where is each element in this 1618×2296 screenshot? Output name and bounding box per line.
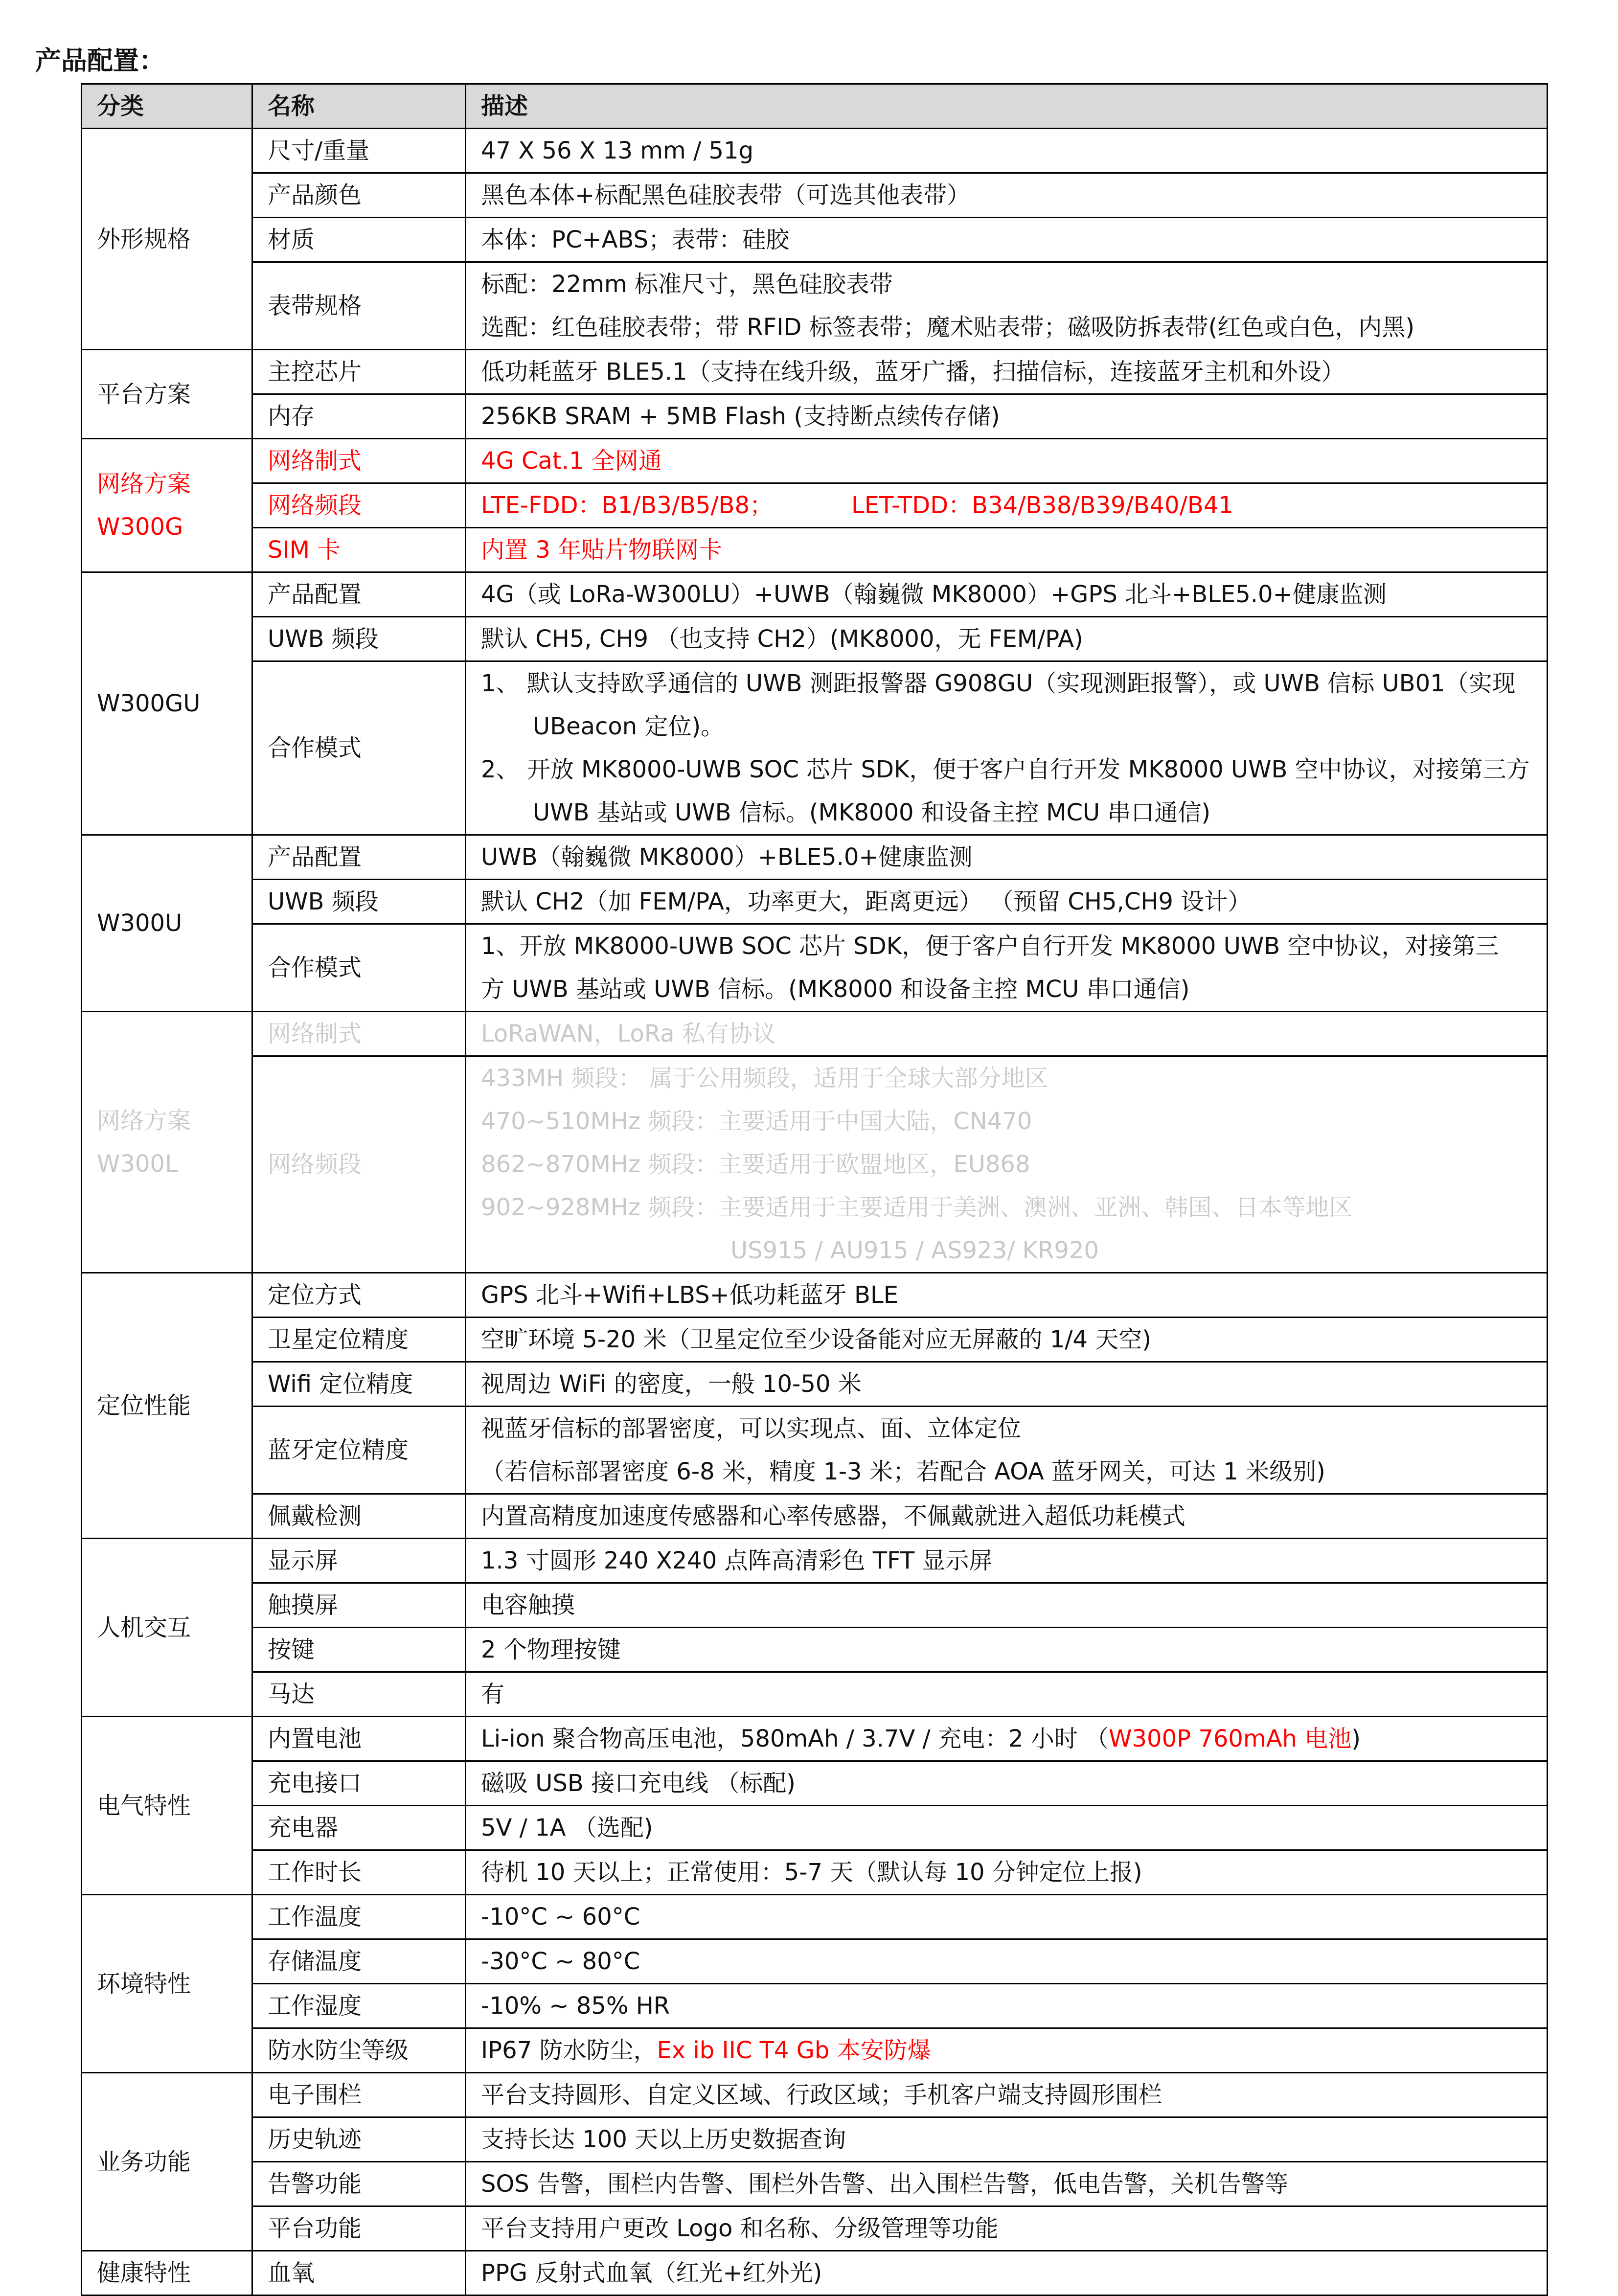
item-name: 定位方式 [252,1273,466,1318]
item-desc: 平台支持用户更改 Logo 和名称、分级管理等功能 [466,2206,1548,2251]
item-desc [466,661,1548,835]
desc-line: 1、 默认支持欧孚通信的 UWB 测距报警器 G908GU（实现测距报警），或 UWB 信标 UB01（实现 UBeacon 定位)。 [481,670,1516,740]
table-row [82,1362,1548,1407]
item-name: 充电器 [252,1806,466,1850]
item-name: 工作时长 [252,1850,466,1895]
table-row [82,617,1548,661]
item-desc: 47 X 56 X 13 mm / 51g [466,129,1548,173]
table-row [82,1494,1548,1539]
item-name: 充电接口 [252,1761,466,1806]
item-desc: 电容触摸 [466,1583,1548,1628]
item-name: 卫星定位精度 [252,1318,466,1362]
table-row [82,2162,1548,2206]
spec-table [81,83,1548,2296]
table-row [82,1273,1548,1318]
table-row [82,483,1548,528]
item-desc [466,1056,1548,1273]
desc-line: 2、 开放 MK8000-UWB SOC 芯片 SDK，便于客户自行开发 MK8000 UWB 空中协议，对接第三方 UWB 基站或 UWB 信标。(MK8000 和设备主控 MCU 串口通信) [481,756,1530,826]
item-name: 历史轨迹 [252,2117,466,2162]
desc-line: US915 / AU915 / AS923/ KR920 [730,1237,1099,1264]
item-name: 存储温度 [252,1939,466,1984]
item-name: 网络制式 [252,1012,466,1056]
item-name: 工作温度 [252,1895,466,1939]
desc-line: 433MH 频段： 属于公用频段，适用于全球大部分地区 [481,1065,1048,1092]
item-name: 产品配置 [252,835,466,880]
header-name: 名称 [252,84,466,129]
item-name: 内存 [252,394,466,439]
item-name: 材质 [252,218,466,262]
item-desc: 256KB SRAM + 5MB Flash (支持断点续传存储) [466,394,1548,439]
table-row [82,1761,1548,1806]
table-row [82,1806,1548,1850]
item-name: 按键 [252,1628,466,1672]
ip-rating: IP67 防水防尘， [481,2037,657,2064]
header-description: 描述 [466,84,1548,129]
item-name: 合作模式 [252,924,466,1012]
item-name: 网络频段 [252,483,466,528]
table-row [82,2117,1548,2162]
desc-line: 470~510MHz 频段：主要适用于中国大陆，CN470 [481,1108,1032,1135]
item-desc: LoRaWAN，LoRa 私有协议 [466,1012,1548,1056]
item-desc: SOS 告警，围栏内告警、围栏外告警、出入围栏告警，低电告警，关机告警等 [466,2162,1548,2206]
category-line: 网络方案 [97,1107,191,1135]
table-row [82,2251,1548,2296]
item-name: 电子围栏 [252,2073,466,2117]
item-desc: 默认 CH5, CH9 （也支持 CH2）(MK8000，无 FEM/PA) [466,617,1548,661]
item-desc [466,483,1548,528]
item-desc: 待机 10 天以上；正常使用：5-7 天（默认每 10 分钟定位上报) [466,1850,1548,1895]
category-line: W300G [97,513,183,541]
item-name: 显示屏 [252,1539,466,1583]
item-desc: 1.3 寸圆形 240 X240 点阵高清彩色 TFT 显示屏 [466,1539,1548,1583]
category-cell: 电气特性 [82,1717,252,1895]
item-name: 主控芯片 [252,350,466,394]
item-desc: 低功耗蓝牙 BLE5.1（支持在线升级，蓝牙广播，扫描信标，连接蓝牙主机和外设） [466,350,1548,394]
item-name: 告警功能 [252,2162,466,2206]
item-name: Wifi 定位精度 [252,1362,466,1407]
table-row [82,1717,1548,1761]
item-desc: 有 [466,1672,1548,1717]
table-row [82,572,1548,617]
desc-line: 862~870MHz 频段：主要适用于欧盟地区，EU868 [481,1151,1030,1178]
table-row [82,1672,1548,1717]
item-desc: 空旷环境 5-20 米（卫星定位至少设备能对应无屏蔽的 1/4 天空) [466,1318,1548,1362]
category-cell: 健康特性 [82,2251,252,2296]
item-desc [466,262,1548,350]
item-desc: 4G（或 LoRa-W300LU）+UWB（翰巍微 MK8000）+GPS 北斗+BLE5.0+健康监测 [466,572,1548,617]
table-header-row [82,84,1548,129]
table-row [82,2206,1548,2251]
item-name: 工作湿度 [252,1984,466,2028]
table-row [82,528,1548,572]
item-desc: 平台支持圆形、自定义区域、行政区域；手机客户端支持圆形围栏 [466,2073,1548,2117]
category-cell: W300GU [82,572,252,835]
item-desc: 黑色本体+标配黑色硅胶表带（可选其他表带） [466,173,1548,218]
item-desc: UWB（翰巍微 MK8000）+BLE5.0+健康监测 [466,835,1548,880]
table-row [82,2028,1548,2073]
table-row [82,350,1548,394]
table-row [82,1539,1548,1583]
item-name: 血氧 [252,2251,466,2296]
item-desc: 本体：PC+ABS；表带：硅胶 [466,218,1548,262]
table-row [82,2073,1548,2117]
item-desc [466,2028,1548,2073]
table-row [82,661,1548,835]
item-desc: 5V / 1A （选配) [466,1806,1548,1850]
item-desc [466,1717,1548,1761]
table-row [82,1318,1548,1362]
category-cell: 平台方案 [82,350,252,439]
item-desc: 内置高精度加速度传感器和心率传感器，不佩戴就进入超低功耗模式 [466,1494,1548,1539]
category-cell: 定位性能 [82,1273,252,1539]
item-desc: -30°C ~ 80°C [466,1939,1548,1984]
table-row [82,1628,1548,1672]
lte-tdd-bands: LET-TDD：B34/B38/B39/B40/B41 [851,492,1233,519]
item-desc: 2 个物理按键 [466,1628,1548,1672]
table-row [82,880,1548,924]
item-name: 蓝牙定位精度 [252,1407,466,1494]
item-desc [466,924,1548,1012]
table-row [82,1012,1548,1056]
desc-line: 方 UWB 基站或 UWB 信标。(MK8000 和设备主控 MCU 串口通信) [481,976,1190,1003]
table-row [82,1939,1548,1984]
item-name: UWB 频段 [252,880,466,924]
header-category: 分类 [82,84,252,129]
category-line: W300L [97,1150,178,1178]
item-name: SIM 卡 [252,528,466,572]
desc-line: （若信标部署密度 6-8 米，精度 1-3 米；若配合 AOA 蓝牙网关，可达 1 米级别) [481,1458,1325,1485]
table-row [82,924,1548,1012]
battery-variant-note: W300P 760mAh 电池 [1109,1725,1352,1752]
item-name: 内置电池 [252,1717,466,1761]
item-desc: -10% ~ 85% HR [466,1984,1548,2028]
item-desc: PPG 反射式血氧（红光+红外光) [466,2251,1548,2296]
category-cell [82,1012,252,1273]
item-name: 合作模式 [252,661,466,835]
table-row [82,1407,1548,1494]
lte-fdd-bands: LTE-FDD：B1/B3/B5/B8； [481,492,774,519]
item-name: 尺寸/重量 [252,129,466,173]
desc-line: 1、开放 MK8000-UWB SOC 芯片 SDK，便于客户自行开发 MK8000 UWB 空中协议，对接第三 [481,932,1499,960]
item-desc: 磁吸 USB 接口充电线 （标配) [466,1761,1548,1806]
item-name: 触摸屏 [252,1583,466,1628]
battery-spec: Li-ion 聚合物高压电池，580mAh / 3.7V / 充电：2 小时 （ [481,1725,1109,1752]
category-cell: 业务功能 [82,2073,252,2251]
category-cell: 外形规格 [82,129,252,350]
item-name: 产品配置 [252,572,466,617]
item-desc: GPS 北斗+Wifi+LBS+低功耗蓝牙 BLE [466,1273,1548,1318]
item-desc: 4G Cat.1 全网通 [466,439,1548,483]
table-row [82,218,1548,262]
item-name: 防水防尘等级 [252,2028,466,2073]
table-row [82,1056,1548,1273]
item-desc: 支持长达 100 天以上历史数据查询 [466,2117,1548,2162]
item-name: 网络制式 [252,439,466,483]
table-row [82,1850,1548,1895]
category-cell: W300U [82,835,252,1012]
item-name: 佩戴检测 [252,1494,466,1539]
explosion-proof-rating: Ex ib IIC T4 Gb 本安防爆 [657,2037,931,2064]
category-cell: 环境特性 [82,1895,252,2073]
table-row [82,129,1548,173]
table-row [82,262,1548,350]
desc-line: 902~928MHz 频段：主要适用于主要适用于美洲、澳洲、亚洲、韩国、日本等地区 [481,1194,1353,1221]
battery-close-paren: ) [1351,1725,1361,1752]
table-row [82,835,1548,880]
desc-line: 选配：红色硅胶表带；带 RFID 标签表带；魔术贴表带；磁吸防拆表带(红色或白色，内黑) [481,314,1415,341]
item-name: 马达 [252,1672,466,1717]
table-row [82,1583,1548,1628]
desc-line: 视蓝牙信标的部署密度，可以实现点、面、立体定位 [481,1415,1022,1442]
category-cell [82,439,252,572]
item-name: 网络频段 [252,1056,466,1273]
category-cell: 人机交互 [82,1539,252,1717]
table-row [82,1895,1548,1939]
table-row [82,173,1548,218]
item-name: 产品颜色 [252,173,466,218]
page-title: 产品配置： [35,46,165,76]
item-desc: 内置 3 年贴片物联网卡 [466,528,1548,572]
item-name: UWB 频段 [252,617,466,661]
item-desc: 默认 CH2（加 FEM/PA，功率更大，距离更远） （预留 CH5,CH9 设计） [466,880,1548,924]
category-line: 网络方案 [97,470,191,498]
item-name: 表带规格 [252,262,466,350]
item-desc: 视周边 WiFi 的密度，一般 10-50 米 [466,1362,1548,1407]
table-row [82,439,1548,483]
desc-line: 标配：22mm 标准尺寸，黑色硅胶表带 [481,271,893,298]
item-name: 平台功能 [252,2206,466,2251]
table-row [82,394,1548,439]
item-desc: -10°C ~ 60°C [466,1895,1548,1939]
table-row [82,1984,1548,2028]
item-desc [466,1407,1548,1494]
